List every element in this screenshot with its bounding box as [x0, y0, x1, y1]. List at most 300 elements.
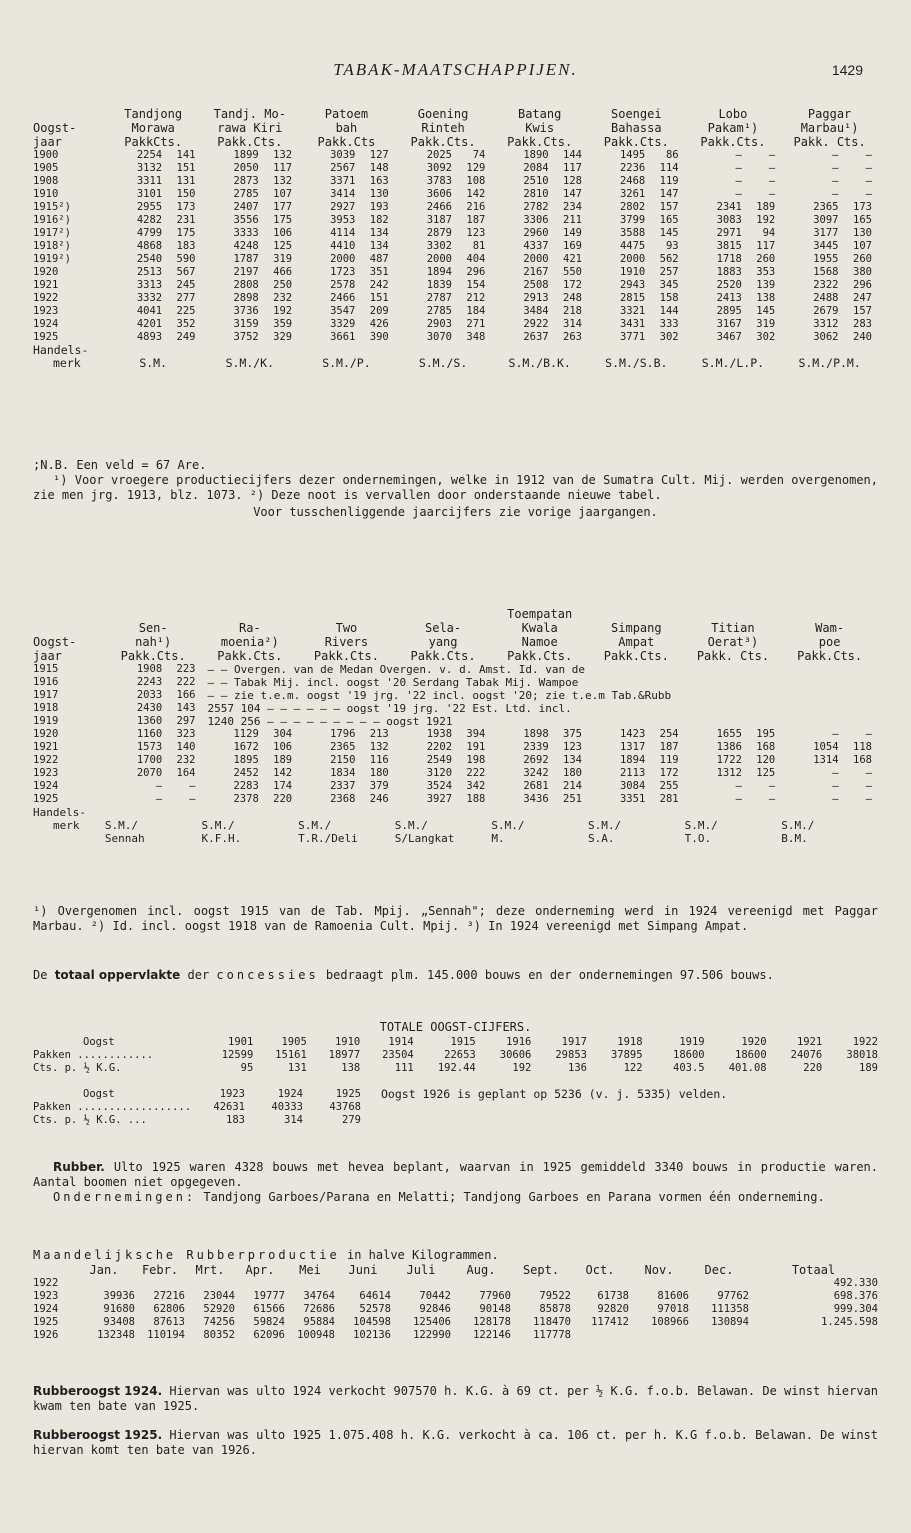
value-cell: 3333: [233, 227, 259, 239]
header-cell: Pakk. Cts.: [696, 649, 770, 663]
value-cell: 2466: [426, 201, 452, 213]
value-cell: —: [832, 728, 839, 740]
value-cell: 2236: [619, 162, 646, 174]
value-cell: —: [832, 780, 839, 792]
value-cell: 550: [563, 266, 582, 278]
value-cell: 117778: [533, 1329, 571, 1341]
value-cell: —: [865, 162, 872, 174]
value-cell: 562: [659, 253, 679, 265]
table-row: [33, 1036, 878, 1049]
value-cell: 134: [369, 240, 389, 252]
header-cell: Batang: [517, 107, 562, 121]
value-cell: 122: [623, 1062, 643, 1074]
value-cell: 1894: [426, 266, 452, 278]
row-label: Pakken ..................: [33, 1101, 192, 1113]
table-row: [33, 1088, 878, 1101]
table-row: [33, 318, 878, 331]
value-cell: 2802: [619, 201, 646, 213]
value-cell: [285, 1277, 335, 1290]
value-cell: —: [865, 728, 872, 740]
year-cell: 1925: [33, 1316, 59, 1328]
value-cell: 2000: [330, 253, 356, 265]
year-cell: 1908: [33, 175, 59, 187]
value-cell: 1924: [277, 1088, 303, 1100]
value-cell: 138: [756, 292, 776, 304]
value-cell: 218: [563, 305, 582, 317]
header-cell: Pakk. Cts.: [793, 135, 866, 149]
value-cell: [235, 1277, 285, 1290]
table-row: [33, 1303, 878, 1316]
value-cell: 333: [659, 318, 679, 330]
value-cell: 251: [563, 793, 582, 805]
value-cell: 128: [563, 175, 582, 187]
value-cell: 255: [659, 780, 679, 792]
header-cell: Pakk.Cts.: [217, 649, 283, 663]
value-cell: —: [832, 175, 839, 187]
value-cell: 90148: [479, 1303, 511, 1315]
value-cell: —: [155, 780, 163, 792]
value-cell: 281: [659, 793, 679, 805]
rubber-paragraph: [33, 1160, 878, 1205]
value-cell: 62806: [153, 1303, 185, 1315]
header-cell: Oogst-: [33, 121, 77, 135]
handelsmerk-cell: S.M./: [104, 819, 138, 832]
value-cell: 4868: [136, 240, 163, 252]
row-label: Oogst: [83, 1088, 115, 1100]
value-cell: 177: [273, 201, 293, 213]
value-cell: 149: [563, 227, 582, 239]
value-cell: 2971: [716, 227, 742, 239]
value-cell: 2368: [330, 793, 356, 805]
page-title: TABAK-MAATSCHAPPIJEN.: [333, 60, 578, 79]
value-cell: 3097: [813, 214, 839, 226]
value-cell: 2084: [523, 162, 549, 174]
handelsmerk-cell: Sennah: [104, 832, 145, 845]
value-cell: 2000: [523, 253, 549, 265]
handelsmerk-cell: S.M./: [684, 819, 718, 832]
table-row: [33, 1114, 878, 1127]
value-cell: 2070: [136, 767, 163, 779]
value-cell: 257: [659, 266, 679, 278]
row-label: Cts. p. ½ K.G. ...: [33, 1114, 147, 1126]
value-cell: 245: [176, 279, 196, 291]
value-cell: —: [865, 175, 872, 187]
value-cell: 250: [273, 279, 293, 291]
value-cell: 567: [176, 266, 196, 278]
value-cell: 95884: [303, 1316, 335, 1328]
header-cell: Sen-: [138, 621, 168, 635]
value-cell: 79522: [539, 1290, 571, 1302]
value-cell: 40333: [271, 1101, 303, 1113]
value-cell: 2913: [523, 292, 549, 304]
value-cell: 1722: [716, 754, 742, 766]
header-cell: Lobo: [718, 107, 748, 121]
value-cell: 304: [273, 728, 293, 740]
header-cell: [588, 607, 685, 621]
table-header-row: [33, 107, 878, 121]
value-cell: 2549: [426, 754, 453, 766]
handelsmerk-label: Handels-: [33, 806, 86, 819]
value-cell: 3120: [426, 767, 453, 779]
value-cell: 192: [512, 1062, 532, 1074]
value-cell: 1908: [136, 663, 163, 675]
header-cell: yang: [428, 635, 458, 649]
value-cell: 125406: [413, 1316, 451, 1328]
value-cell: 129: [466, 162, 486, 174]
value-cell: 12599: [221, 1049, 254, 1061]
value-cell: 4201: [136, 318, 163, 330]
value-cell: 296: [853, 279, 872, 291]
table-row: [33, 767, 878, 780]
year-cell: 1917: [33, 689, 59, 701]
value-cell: 3092: [426, 162, 452, 174]
value-cell: 138: [341, 1062, 361, 1074]
table-row: [33, 663, 878, 676]
value-cell: 351: [369, 266, 389, 278]
year-cell: 1922: [33, 1277, 59, 1289]
value-cell: 122990: [413, 1329, 451, 1341]
row-text: — — Overgen. van de Medan Overgen. v. d. Amst. Id. van de: [207, 663, 585, 676]
intermediate-note: Voor tusschenliggende jaarcijfers zie vorige jaargangen.: [253, 505, 658, 519]
value-cell: 1894: [619, 754, 646, 766]
year-cell: 1916²): [33, 214, 71, 226]
value-cell: 23044: [203, 1290, 235, 1302]
value-cell: 130894: [711, 1316, 749, 1328]
value-cell: 2365: [330, 741, 356, 753]
value-cell: 180: [563, 767, 582, 779]
value-cell: 189: [273, 754, 293, 766]
value-cell: 1938: [426, 728, 453, 740]
handelsmerk-row-2: [33, 832, 878, 845]
value-cell: 87613: [153, 1316, 185, 1328]
value-cell: 2322: [813, 279, 839, 291]
value-cell: 2510: [523, 175, 549, 187]
totaal-bold: totaal oppervlakte: [54, 968, 181, 982]
value-cell: 2341: [716, 201, 742, 213]
value-cell: 4893: [136, 331, 163, 343]
value-cell: 104598: [353, 1316, 391, 1328]
table-header-row: [33, 635, 878, 649]
month-header: Sept.: [522, 1264, 560, 1277]
table-row: [33, 1329, 878, 1342]
value-cell: 3953: [330, 214, 356, 226]
handelsmerk-cell: T.R./Deli: [298, 832, 358, 845]
handelsmerk-cell: S.M./: [588, 819, 622, 832]
value-cell: 426: [369, 318, 389, 330]
value-cell: 260: [756, 253, 776, 265]
value-cell: 3084: [619, 780, 646, 792]
value-cell: 189: [756, 201, 776, 213]
value-cell: 1796: [330, 728, 356, 740]
value-cell: 143: [176, 702, 196, 714]
footnote-1: ¹) Voor vroegere productiecijfers dezer ondernemingen, welke in 1912 van de Sumatra Cult. Mij. werden overgenomen, zie men jrg. 1913, blz. 1073. ²) Deze noot is vervallen door onderstaande nieuwe tabel.: [33, 473, 878, 502]
value-cell: 142: [466, 188, 486, 200]
value-cell: 157: [659, 201, 679, 213]
header-cell: moenia²): [220, 635, 279, 649]
spacer-cell: [361, 1114, 878, 1127]
value-cell: 3329: [330, 318, 356, 330]
value-cell: 151: [369, 292, 389, 304]
value-cell: 404: [466, 253, 486, 265]
value-cell: 3799: [619, 214, 646, 226]
value-cell: 94: [762, 227, 776, 239]
value-cell: 22653: [444, 1049, 476, 1061]
value-cell: 1923: [219, 1088, 245, 1100]
value-cell: 242: [369, 279, 389, 291]
header-cell: Two: [335, 621, 358, 635]
value-cell: 3467: [716, 331, 742, 343]
value-cell: —: [832, 162, 839, 174]
month-header: Febr.: [141, 1264, 179, 1277]
header-cell: nah¹): [135, 635, 172, 649]
value-cell: 187: [659, 741, 679, 753]
table-row: [33, 689, 878, 702]
value-cell: 158: [659, 292, 679, 304]
value-cell: 2378: [233, 793, 259, 805]
value-cell: 314: [563, 318, 582, 330]
table-row: [33, 1277, 878, 1290]
value-cell: 590: [176, 253, 196, 265]
value-cell: 110194: [147, 1329, 185, 1341]
value-cell: 375: [563, 728, 582, 740]
value-cell: 119: [659, 754, 679, 766]
value-cell: 18977: [328, 1049, 361, 1061]
header-cell: [33, 621, 105, 635]
value-cell: 154: [466, 279, 486, 291]
value-cell: 145: [659, 227, 679, 239]
table-row: [33, 1290, 878, 1303]
rubber-production-title: [33, 1248, 878, 1263]
table-row: [33, 279, 878, 292]
footnote-table-2: ¹) Overgenomen incl. oogst 1915 van de Tab. Mpij. „Sennah"; deze onderneming werd in 1924 vereenigd met Paggar Marbau. ²) Id. incl. oogst 1918 van de Ramoenia Cult. Mpij. ³) In 1924 vereenigd met Simpang Ampat.: [33, 904, 878, 933]
value-cell: —: [865, 188, 872, 200]
value-cell: 2430: [136, 702, 163, 714]
value-cell: [571, 1277, 629, 1290]
value-cell: 2681: [523, 780, 549, 792]
value-cell: 2955: [136, 201, 163, 213]
year-cell: 1921: [33, 741, 59, 753]
value-cell: 302: [756, 331, 776, 343]
value-cell: —: [832, 793, 839, 805]
header-cell: Bahassa: [611, 121, 662, 135]
header-cell: rawa Kiri: [217, 121, 283, 135]
value-cell: 1883: [716, 266, 742, 278]
handelsmerk-cell: S/Langkat: [394, 832, 455, 845]
value-cell: 107: [853, 240, 872, 252]
header-cell: Tandj. Mo-: [213, 107, 286, 121]
value-cell: 329: [273, 331, 293, 343]
handelsmerk-cell: S.M./B.K.: [508, 357, 571, 370]
header-cell: Pakk.Cts.: [410, 649, 476, 663]
value-cell: 3736: [233, 305, 259, 317]
tobacco-production-table-2: [33, 607, 878, 845]
value-cell: [571, 1329, 629, 1342]
header-cell: Pakk.Cts.: [217, 135, 283, 149]
value-cell: —: [735, 175, 742, 187]
value-cell: 2787: [426, 292, 452, 304]
value-cell: 2000: [619, 253, 646, 265]
value-cell: 189: [859, 1062, 878, 1074]
value-cell: 323: [176, 728, 196, 740]
header-cell: [105, 607, 202, 621]
value-cell: 277: [176, 292, 196, 304]
month-header: Aug.: [466, 1264, 496, 1277]
value-cell: 139: [756, 279, 776, 291]
rubberoogst-1925-paragraph: [33, 1428, 878, 1458]
value-cell: —: [832, 149, 839, 161]
value-cell: 62096: [253, 1329, 285, 1341]
value-cell: 1905: [281, 1036, 307, 1048]
value-cell: 2898: [233, 292, 259, 304]
value-cell: 61566: [253, 1303, 285, 1315]
value-cell: 2050: [233, 162, 259, 174]
value-cell: 283: [853, 318, 872, 330]
value-cell: 2508: [523, 279, 549, 291]
value-cell: 173: [853, 201, 872, 213]
value-cell: [391, 1277, 451, 1290]
value-cell: 120: [756, 754, 776, 766]
value-cell: 1718: [716, 253, 742, 265]
value-cell: 175: [273, 214, 293, 226]
header-cell: Rivers: [324, 635, 369, 649]
table-row: [33, 201, 878, 214]
header-cell: Ra-: [238, 621, 261, 635]
value-cell: 164: [176, 767, 196, 779]
handelsmerk-cell: S.M.: [139, 357, 168, 370]
value-cell: 142: [273, 767, 293, 779]
header-cell: [33, 607, 105, 621]
value-cell: 1787: [233, 253, 259, 265]
month-header: Oct.: [585, 1264, 615, 1277]
value-cell: 209: [369, 305, 389, 317]
value-cell: 2468: [619, 175, 646, 187]
value-cell: 1314: [813, 754, 839, 766]
row-text: 2557 104 — — — — — — oogst '19 jrg. '22 Est. Ltd. incl.: [207, 702, 572, 715]
value-cell: 2578: [330, 279, 356, 291]
page-number: 1429: [831, 62, 863, 78]
table-row: [33, 227, 878, 240]
handelsmerk-label: merk: [53, 357, 81, 370]
value-cell: 102136: [353, 1329, 391, 1341]
value-cell: 168: [756, 741, 776, 753]
table-row: [33, 214, 878, 227]
value-cell: 85878: [539, 1303, 571, 1315]
year-cell: 1923: [33, 767, 59, 779]
header-cell: jaar: [33, 135, 62, 149]
value-cell: 2540: [136, 253, 163, 265]
value-cell: 2488: [813, 292, 839, 304]
table-row: [33, 266, 878, 279]
year-cell: 1925: [33, 331, 59, 343]
handelsmerk-cell: S.M./K.: [225, 357, 275, 370]
value-cell: —: [832, 767, 839, 779]
value-cell: 1317: [619, 741, 646, 753]
rubberoogst-1925-heading: Rubberoogst 1925.: [33, 1428, 163, 1442]
value-cell: 2895: [716, 305, 742, 317]
value-cell: 23504: [382, 1049, 414, 1061]
value-cell: —: [768, 793, 776, 805]
month-header: Juni: [348, 1264, 378, 1277]
spacer-cell: [33, 1264, 73, 1277]
value-cell: 3070: [426, 331, 452, 343]
table-row: [33, 715, 878, 728]
value-cell: 1386: [716, 741, 742, 753]
value-cell: 1955: [813, 253, 839, 265]
value-cell: 107: [273, 188, 293, 200]
header-cell: jaar: [33, 649, 62, 663]
value-cell: 314: [284, 1114, 303, 1126]
value-cell: 3588: [619, 227, 646, 239]
value-cell: 117: [273, 162, 293, 174]
value-cell: 2150: [330, 754, 356, 766]
handelsmerk-row: [33, 819, 878, 832]
value-cell: 172: [563, 279, 582, 291]
value-cell: 173: [176, 201, 196, 213]
value-cell: 3261: [619, 188, 646, 200]
value-cell: 4282: [136, 214, 163, 226]
table-row: [33, 1049, 878, 1062]
value-cell: —: [735, 793, 742, 805]
value-cell: 3524: [426, 780, 453, 792]
value-cell: 108: [466, 175, 486, 187]
value-cell: 93: [665, 240, 679, 252]
handelsmerk-cell: S.M./: [491, 819, 525, 832]
value-cell: 359: [273, 318, 293, 330]
value-cell: 130: [369, 188, 389, 200]
value-cell: 1700: [136, 754, 163, 766]
value-cell: 95: [240, 1062, 254, 1074]
header-cell: Ampat: [618, 635, 655, 649]
value-cell: 2879: [426, 227, 452, 239]
header-cell: Pakk.Cts.: [700, 135, 766, 149]
value-cell: 466: [273, 266, 293, 278]
value-cell: 1672: [233, 741, 259, 753]
value-cell: 52578: [359, 1303, 391, 1315]
value-cell: 352: [176, 318, 196, 330]
table-header-row: [33, 649, 878, 663]
value-cell: —: [768, 149, 776, 161]
value-cell: 117: [756, 240, 776, 252]
value-cell: 3177: [813, 227, 839, 239]
value-cell: 234: [563, 201, 582, 213]
value-cell: [629, 1277, 689, 1290]
rubberoogst-1924-paragraph: [33, 1384, 878, 1414]
value-cell: 117: [563, 162, 582, 174]
value-cell: 2927: [330, 201, 356, 213]
value-cell: 3311: [136, 175, 163, 187]
month-header: Dec.: [704, 1264, 734, 1277]
rubberoogst-1924-text: Hiervan was ulto 1924 verkocht 907570 h. K.G. à 69 ct. per ½ K.G. f.o.b. Belawan. De winst hiervan kwam ten bate van 1925.: [33, 1384, 878, 1413]
header-cell: Sela-: [425, 621, 462, 635]
value-cell: 2943: [619, 279, 646, 291]
value-cell: 403.5: [673, 1062, 705, 1074]
header-cell: [685, 607, 782, 621]
value-cell: 106: [273, 741, 293, 753]
table-row: [33, 754, 878, 767]
year-cell: 1905: [33, 162, 59, 174]
year-cell: 1920: [33, 266, 59, 278]
value-cell: 123: [466, 227, 486, 239]
value-cell: 1914: [388, 1036, 414, 1048]
value-cell: 348: [466, 331, 486, 343]
value-cell: 2000: [426, 253, 452, 265]
header-cell: Soengei: [611, 107, 662, 121]
value-cell: 132: [273, 175, 293, 187]
value-cell: 2466: [330, 292, 356, 304]
value-cell: 1925: [335, 1088, 361, 1100]
value-cell: 222: [466, 767, 486, 779]
month-header: Totaal: [791, 1264, 836, 1277]
